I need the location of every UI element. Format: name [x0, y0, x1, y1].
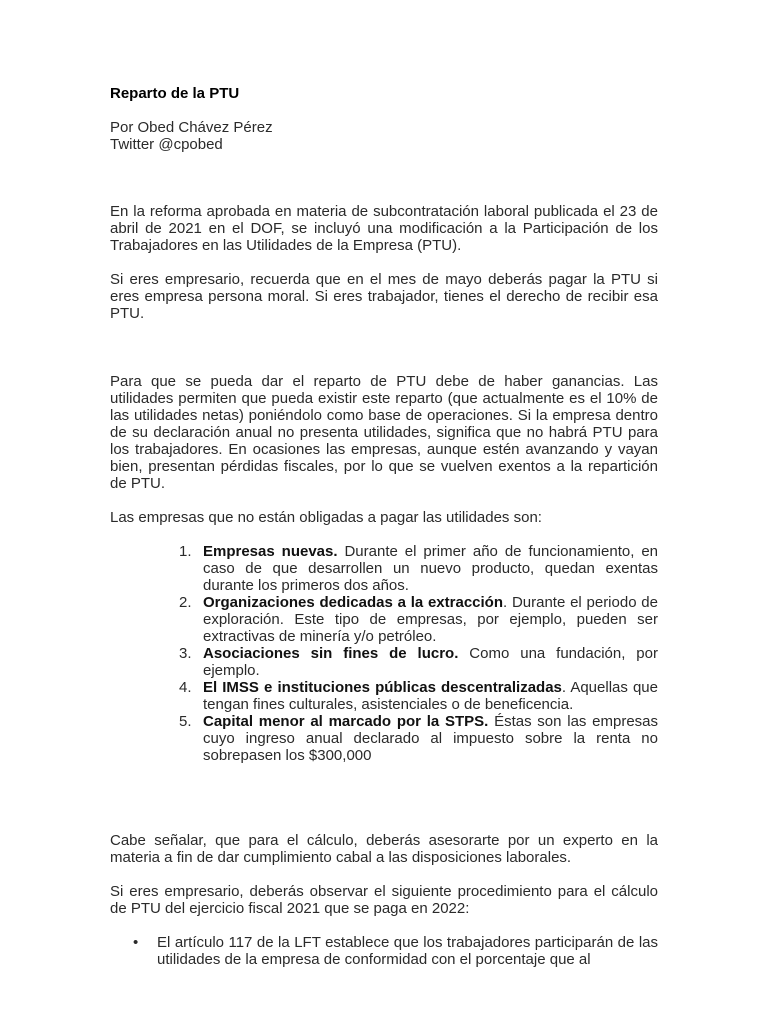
document-body: [110, 85, 658, 968]
paragraph-reform: En la reforma aprobada en materia de subcontratación laboral publicada el 23 de abril de 2021 en el DOF, se incluyó una modificación a la Participación de los Trabajadores en las Utilidades de la Empresa (PTU).: [110, 203, 658, 254]
paragraph-profits: Para que se pueda dar el reparto de PTU debe de haber ganancias. Las utilidades permiten que pueda existir este reparto (que actualmente es el 10% de las utilidades netas) poniéndolo como base de operaciones. Si la empresa dentro de su declaración anual no presenta utilidades, significa que no habrá PTU para los trabajadores. En ocasiones las empresas, aunque estén avanzando y vayan bien, presentan pérdidas fiscales, por lo que se vuelven exentos a la repartición de PTU.: [110, 373, 658, 492]
list-number: 5.: [179, 713, 192, 730]
bullet-icon: •: [133, 934, 139, 951]
document-title: Reparto de la PTU: [110, 85, 240, 102]
author-line: Por Obed Chávez Pérez: [110, 119, 273, 136]
list-item-text: . Durante el periodo de exploración. Este tipo de empresas, por ejemplo, pueden ser extractivas de minería y/o petróleo.: [203, 594, 658, 645]
paragraph-employer-reminder: Si eres empresario, recuerda que en el mes de mayo deberás pagar la PTU si eres empresa persona moral. Si eres trabajador, tienes el derecho de recibir esa PTU.: [110, 271, 658, 322]
list-item: [179, 645, 658, 679]
list-item: [179, 543, 658, 594]
list-item: [179, 594, 658, 645]
twitter-handle: Twitter @cpobed: [110, 136, 223, 153]
list-item-text: Durante el primer año de funcionamiento, en caso de que desarrollen un nuevo producto, quedan exentas durante los primeros dos años.: [203, 543, 658, 594]
exempt-companies-list: [110, 543, 658, 764]
list-number: 4.: [179, 679, 192, 696]
list-item-text: Éstas son las empresas cuyo ingreso anual declarado al impuesto sobre la renta no sobrepasen los $300,000: [203, 713, 659, 764]
list-number: 3.: [179, 645, 192, 662]
bullet-text: El artículo 117 de la LFT establece que los trabajadores participarán de las utilidades de la empresa de conformidad con el porcentaje que al: [157, 934, 658, 968]
list-item-heading: Organizaciones dedicadas a la extracción: [203, 594, 504, 611]
list-item-heading: Capital menor al marcado por la STPS.: [203, 713, 489, 730]
list-number: 2.: [179, 594, 192, 611]
list-item: [179, 679, 658, 713]
list-item-text: . Aquellas que tengan fines culturales, asistenciales o de beneficencia.: [203, 679, 658, 713]
list-number: 1.: [179, 543, 192, 560]
bullet-item: [133, 934, 658, 968]
list-item-heading: El IMSS e instituciones públicas descentralizadas: [203, 679, 562, 696]
list-item-heading: Asociaciones sin fines de lucro.: [203, 645, 459, 662]
paragraph-exempt-intro: Las empresas que no están obligadas a pagar las utilidades son:: [110, 509, 542, 526]
list-item-heading: Empresas nuevas.: [203, 543, 338, 560]
paragraph-procedure-intro: Si eres empresario, deberás observar el siguiente procedimiento para el cálculo de PTU del ejercicio fiscal 2021 que se paga en 2022:: [110, 883, 658, 917]
list-item: [179, 713, 659, 764]
paragraph-expert-advice: Cabe señalar, que para el cálculo, deberás asesorarte por un experto en la materia a fin de dar cumplimiento cabal a las disposiciones laborales.: [110, 832, 658, 866]
list-item-text: Como una fundación, por ejemplo.: [203, 645, 658, 679]
procedure-bullet-list: [110, 934, 658, 968]
